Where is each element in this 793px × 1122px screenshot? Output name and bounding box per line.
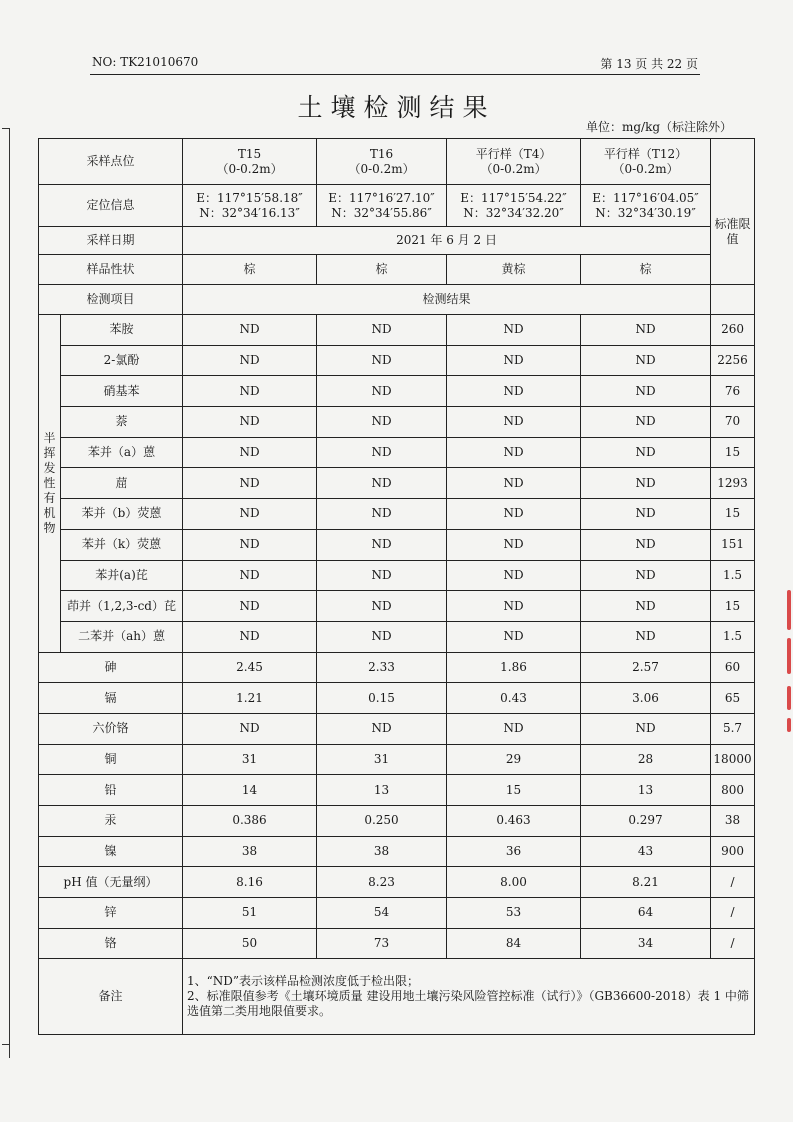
remark-text (183, 959, 755, 1035)
svoc-row (39, 591, 755, 622)
point-label: 采样点位 (39, 139, 183, 185)
east-coordinate: E：117°16′04.05″ (592, 190, 699, 205)
location-cell (447, 185, 581, 227)
east-coordinate: E：117°15′58.18″ (196, 190, 303, 205)
north-coordinate: N：32°34′55.86″ (331, 205, 432, 220)
sample-color: 棕 (317, 255, 447, 285)
svoc-row (39, 621, 755, 652)
result-value: ND (317, 376, 447, 407)
result-value: ND (183, 713, 317, 744)
result-value: ND (183, 591, 317, 622)
result-value: ND (317, 529, 447, 560)
header-row-color (39, 255, 755, 285)
analyte-name: 苯并（b）荧蒽 (61, 499, 183, 530)
result-value: 2.57 (581, 652, 711, 683)
svoc-row (39, 468, 755, 499)
result-value: ND (447, 468, 581, 499)
header-row-date (39, 227, 755, 255)
analyte-name: 苯胺 (61, 315, 183, 346)
result-value: ND (581, 713, 711, 744)
result-value: ND (317, 345, 447, 376)
result-value: 64 (581, 898, 711, 929)
limit-value: / (711, 928, 755, 959)
analyte-name: 六价铬 (39, 713, 183, 744)
result-value: ND (447, 591, 581, 622)
svoc-row (39, 407, 755, 438)
binding-edge-tick (2, 128, 9, 143)
page-number: 第 13 页 共 22 页 (600, 57, 698, 71)
limit-value: 38 (711, 806, 755, 837)
limit-value: 5.7 (711, 713, 755, 744)
svoc-row (39, 376, 755, 407)
date-label: 采样日期 (39, 227, 183, 255)
result-value: ND (183, 621, 317, 652)
limit-value: 2256 (711, 345, 755, 376)
result-value: 13 (317, 775, 447, 806)
result-value: 73 (317, 928, 447, 959)
result-value: ND (183, 560, 317, 591)
result-value: ND (183, 376, 317, 407)
result-value: ND (447, 376, 581, 407)
result-value: ND (317, 407, 447, 438)
analyte-name: 铬 (39, 928, 183, 959)
limit-value: 76 (711, 376, 755, 407)
result-value: 8.21 (581, 867, 711, 898)
result-value: 2.33 (317, 652, 447, 683)
analyte-name: 2-氯酚 (61, 345, 183, 376)
sample-depth: （0-0.2m） (348, 161, 415, 176)
location-cell (317, 185, 447, 227)
analyte-name: 镍 (39, 836, 183, 867)
result-value: 53 (447, 898, 581, 929)
analyte-name: 二苯并（ah）蒽 (61, 621, 183, 652)
result-value: 31 (317, 744, 447, 775)
result-value: ND (317, 713, 447, 744)
limit-value: 70 (711, 407, 755, 438)
analyte-name: 铅 (39, 775, 183, 806)
analyte-name: 䓛 (61, 468, 183, 499)
limit-value: 1293 (711, 468, 755, 499)
analyte-name: 镉 (39, 683, 183, 714)
result-value: ND (581, 407, 711, 438)
result-value: ND (317, 468, 447, 499)
result-value: ND (447, 560, 581, 591)
result-value: 2.45 (183, 652, 317, 683)
sample-color: 黄棕 (447, 255, 581, 285)
analyte-name: 苯并（k）荧蒽 (61, 529, 183, 560)
result-value: ND (447, 345, 581, 376)
unit-note: 单位：mg/kg（标注除外） (586, 120, 733, 134)
analyte-name: pH 值（无量纲） (39, 867, 183, 898)
limit-value: 15 (711, 499, 755, 530)
analyte-row (39, 867, 755, 898)
analyte-name: 砷 (39, 652, 183, 683)
limit-value: 800 (711, 775, 755, 806)
header-row-location (39, 185, 755, 227)
result-value: 51 (183, 898, 317, 929)
limit-value: 260 (711, 315, 755, 346)
result-value: ND (183, 315, 317, 346)
header-row-points (39, 139, 755, 185)
result-value: 84 (447, 928, 581, 959)
limit-value: 1.5 (711, 621, 755, 652)
result-value: 1.21 (183, 683, 317, 714)
binding-edge-tick (2, 1044, 9, 1059)
analyte-row (39, 713, 755, 744)
result-value: 0.250 (317, 806, 447, 837)
result-value: ND (447, 499, 581, 530)
analyte-name: 锌 (39, 898, 183, 929)
result-value: ND (581, 345, 711, 376)
result-value: ND (581, 591, 711, 622)
limit-value: 18000 (711, 744, 755, 775)
result-value: ND (581, 621, 711, 652)
analyte-row (39, 898, 755, 929)
sample-point-cell (581, 139, 711, 185)
result-value: 38 (317, 836, 447, 867)
result-label: 检测结果 (183, 285, 711, 315)
remark-label: 备注 (39, 959, 183, 1035)
result-value: ND (317, 315, 447, 346)
result-value: 54 (317, 898, 447, 929)
svoc-row (39, 437, 755, 468)
result-value: 0.463 (447, 806, 581, 837)
result-value: ND (581, 529, 711, 560)
result-value: ND (447, 315, 581, 346)
result-value: ND (317, 437, 447, 468)
limit-header: 标准限值 (711, 139, 755, 285)
analyte-row (39, 836, 755, 867)
result-value: ND (447, 621, 581, 652)
result-value: 1.86 (447, 652, 581, 683)
analyte-row (39, 806, 755, 837)
north-coordinate: N：32°34′30.19″ (595, 205, 696, 220)
result-value: ND (581, 376, 711, 407)
result-value: ND (183, 499, 317, 530)
result-value: ND (581, 437, 711, 468)
location-cell (581, 185, 711, 227)
remark-line: 1、“ND”表示该样品检测浓度低于检出限； (187, 974, 420, 989)
sample-depth: （0-0.2m） (216, 161, 283, 176)
analyte-name: 硝基苯 (61, 376, 183, 407)
sample-depth: （0-0.2m） (612, 161, 679, 176)
sample-name: T15 (237, 146, 262, 161)
sample-name: 平行样（T4） (475, 146, 552, 161)
limit-value: 15 (711, 437, 755, 468)
seal-stamp-edge (781, 590, 793, 740)
result-value: ND (581, 560, 711, 591)
result-value: 8.23 (317, 867, 447, 898)
result-value: ND (317, 560, 447, 591)
result-value: 3.06 (581, 683, 711, 714)
sample-point-cell (183, 139, 317, 185)
result-value: 0.386 (183, 806, 317, 837)
sample-name: 平行样（T12） (603, 146, 688, 161)
page-header (90, 52, 700, 75)
location-label: 定位信息 (39, 185, 183, 227)
result-value: ND (447, 437, 581, 468)
result-value: 8.00 (447, 867, 581, 898)
binding-edge-line (0, 128, 10, 1058)
limit-value: 60 (711, 652, 755, 683)
result-value: ND (317, 621, 447, 652)
result-value: 29 (447, 744, 581, 775)
sample-point-cell (317, 139, 447, 185)
result-value: ND (183, 529, 317, 560)
svoc-row (39, 315, 755, 346)
svoc-row (39, 560, 755, 591)
result-value: ND (183, 345, 317, 376)
result-value: ND (447, 529, 581, 560)
result-value: 28 (581, 744, 711, 775)
analyte-name: 茚并（1,2,3-cd）芘 (61, 591, 183, 622)
analyte-name: 苯并(a)芘 (61, 560, 183, 591)
doc-number: NO: TK21010670 (92, 55, 199, 69)
north-coordinate: N：32°34′16.13″ (199, 205, 300, 220)
result-value: ND (183, 468, 317, 499)
result-value: 34 (581, 928, 711, 959)
result-value: ND (581, 499, 711, 530)
analyte-name: 苯并（a）蒽 (61, 437, 183, 468)
page-title: 土壤检测结果 (297, 93, 496, 122)
result-value: ND (183, 407, 317, 438)
svoc-row (39, 499, 755, 530)
analyte-row (39, 775, 755, 806)
svoc-row (39, 345, 755, 376)
limit-blank (711, 285, 755, 315)
analyte-name: 萘 (61, 407, 183, 438)
east-coordinate: E：117°16′27.10″ (328, 190, 435, 205)
east-coordinate: E：117°15′54.22″ (460, 190, 567, 205)
svoc-row (39, 529, 755, 560)
svoc-group-text: 半挥发性有机物 (43, 430, 56, 535)
result-value: ND (183, 437, 317, 468)
sample-point-cell (447, 139, 581, 185)
color-label: 样品性状 (39, 255, 183, 285)
result-value: 50 (183, 928, 317, 959)
limit-value: / (711, 898, 755, 929)
limit-value: 900 (711, 836, 755, 867)
analyte-name: 汞 (39, 806, 183, 837)
north-coordinate: N：32°34′32.20″ (463, 205, 564, 220)
result-value: 0.297 (581, 806, 711, 837)
result-value: 13 (581, 775, 711, 806)
soil-results-table (38, 138, 755, 1035)
sample-name: T16 (369, 146, 394, 161)
result-value: 38 (183, 836, 317, 867)
result-value: ND (447, 407, 581, 438)
result-value: 14 (183, 775, 317, 806)
result-value: 15 (447, 775, 581, 806)
sample-color: 棕 (581, 255, 711, 285)
svoc-group-label (39, 315, 61, 653)
result-value: 31 (183, 744, 317, 775)
limit-value: 1.5 (711, 560, 755, 591)
limit-value: / (711, 867, 755, 898)
result-value: ND (581, 468, 711, 499)
header-row-items (39, 285, 755, 315)
analyte-name: 铜 (39, 744, 183, 775)
location-cell (183, 185, 317, 227)
sample-color: 棕 (183, 255, 317, 285)
limit-value: 151 (711, 529, 755, 560)
sample-date: 2021 年 6 月 2 日 (183, 227, 711, 255)
result-value: 43 (581, 836, 711, 867)
remark-row (39, 959, 755, 1035)
result-value: ND (317, 499, 447, 530)
analyte-row (39, 928, 755, 959)
result-value: ND (581, 315, 711, 346)
result-value: 0.43 (447, 683, 581, 714)
items-label: 检测项目 (39, 285, 183, 315)
analyte-row (39, 744, 755, 775)
analyte-row (39, 652, 755, 683)
result-value: 36 (447, 836, 581, 867)
result-value: ND (317, 591, 447, 622)
sample-depth: （0-0.2m） (480, 161, 547, 176)
result-value: 0.15 (317, 683, 447, 714)
limit-value: 15 (711, 591, 755, 622)
result-value: 8.16 (183, 867, 317, 898)
limit-value: 65 (711, 683, 755, 714)
remark-line: 2、标准限值参考《土壤环境质量 建设用地土壤污染风险管控标准（试行）》（GB36600-2018）表 1 中筛选值第二类用地限值要求。 (187, 989, 749, 1019)
analyte-row (39, 683, 755, 714)
result-value: ND (447, 713, 581, 744)
